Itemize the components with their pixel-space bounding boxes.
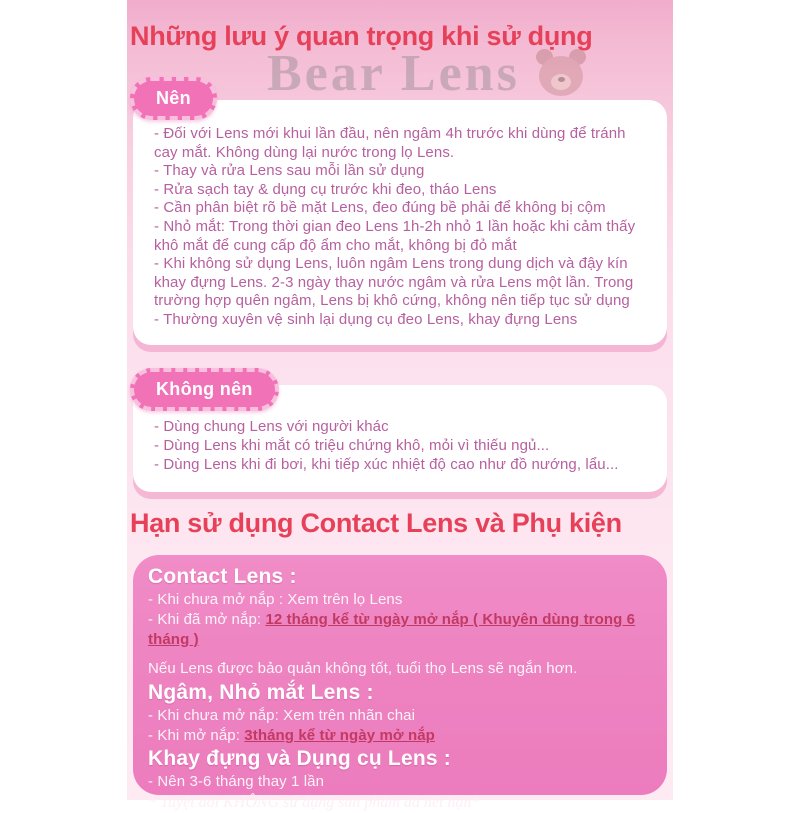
list-item: - Đối với Lens mới khui lần đầu, nên ngâm 4h trước khi dùng để tránh cay mắt. Không dùng lại nước trong lọ Lens.: [154, 125, 626, 161]
soak-drops-line-opened: [148, 726, 653, 746]
list-item: - Khi không sử dụng Lens, luôn ngâm Lens trong dung dịch và đậy kín khay đựng Lens. 2-3 ngày thay nước ngâm và rửa Lens một lần. Trong trường hợp quên ngâm, Lens bị khô cứng, không nên tiếp tục sử dụng: [154, 255, 634, 310]
bear-icon: [534, 48, 588, 98]
bear-head-icon: [539, 56, 583, 96]
should-badge: Nên: [130, 77, 217, 120]
list-item: - Dùng Lens khi mắt có triệu chứng khô, mỏi vì thiếu ngủ...: [154, 437, 550, 454]
bear-muzzle-icon: [551, 74, 571, 90]
soak-drops-line-sealed: - Khi chưa mở nắp: Xem trên nhãn chai: [148, 707, 416, 724]
storage-note: Nếu Lens được bảo quản không tốt, tuổi thọ Lens sẽ ngắn hơn.: [148, 660, 578, 677]
expiry-emphasis: 3tháng kể từ ngày mở nắp: [244, 727, 435, 744]
list-item: - Thường xuyên vệ sinh lại dụng cụ đeo Lens, khay đựng Lens: [154, 310, 578, 328]
line-prefix: - Khi mở nắp:: [148, 727, 245, 744]
brand-watermark-text: Bear Lens: [267, 45, 520, 102]
list-item: - Nhỏ mắt: Trong thời gian đeo Lens 1h-2h nhỏ 1 lần hoặc khi cảm thấy khô mắt để cung cấp độ ẩm cho mắt, không bị đỏ mắt: [154, 217, 636, 254]
list-item: - Dùng chung Lens với người khác: [154, 418, 389, 435]
list-item: - Rửa sạch tay & dụng cụ trước khi đeo, tháo Lens: [154, 180, 497, 198]
should-not-badge: Không nên: [130, 368, 279, 411]
contact-lens-line-opened: [148, 610, 653, 650]
list-item: - Thay và rửa Lens sau mỗi lần sử dụng: [154, 162, 425, 180]
page-title: Những lưu ý quan trọng khi sử dụng: [130, 21, 593, 51]
bear-nose-icon: [558, 77, 565, 82]
list-item: - Cần phân biệt rõ bề mặt Lens, đeo đúng bề phải để không bị cộm: [154, 199, 606, 217]
line-prefix: - Khi đã mở nắp:: [148, 611, 266, 628]
should-card: [133, 100, 667, 345]
list-item: - Dùng Lens khi đi bơi, khi tiếp xúc nhiệt độ cao như đồ nướng, lẩu...: [154, 456, 619, 473]
brand-watermark: [267, 44, 588, 103]
contact-lens-heading: Contact Lens :: [148, 565, 297, 588]
tray-tools-line-replace: - Nên 3-6 tháng thay 1 lần: [148, 773, 325, 790]
expired-product-warning: * Tuyệt đối KHÔNG sử dụng sản phẩm đã hết hạn*: [148, 794, 480, 811]
expiry-emphasis: 12 tháng kể từ ngày mở nắp ( Khuyên dùng trong 6 tháng ): [148, 611, 636, 648]
expiry-section-title: Hạn sử dụng Contact Lens và Phụ kiện: [130, 508, 622, 538]
poster-column: [127, 0, 673, 811]
tray-tools-heading: Khay đựng và Dụng cụ Lens :: [148, 747, 451, 770]
expiry-card: [133, 555, 667, 811]
contact-lens-line-sealed: - Khi chưa mở nắp : Xem trên lọ Lens: [148, 591, 403, 608]
soak-drops-heading: Ngâm, Nhỏ mắt Lens :: [148, 681, 374, 704]
